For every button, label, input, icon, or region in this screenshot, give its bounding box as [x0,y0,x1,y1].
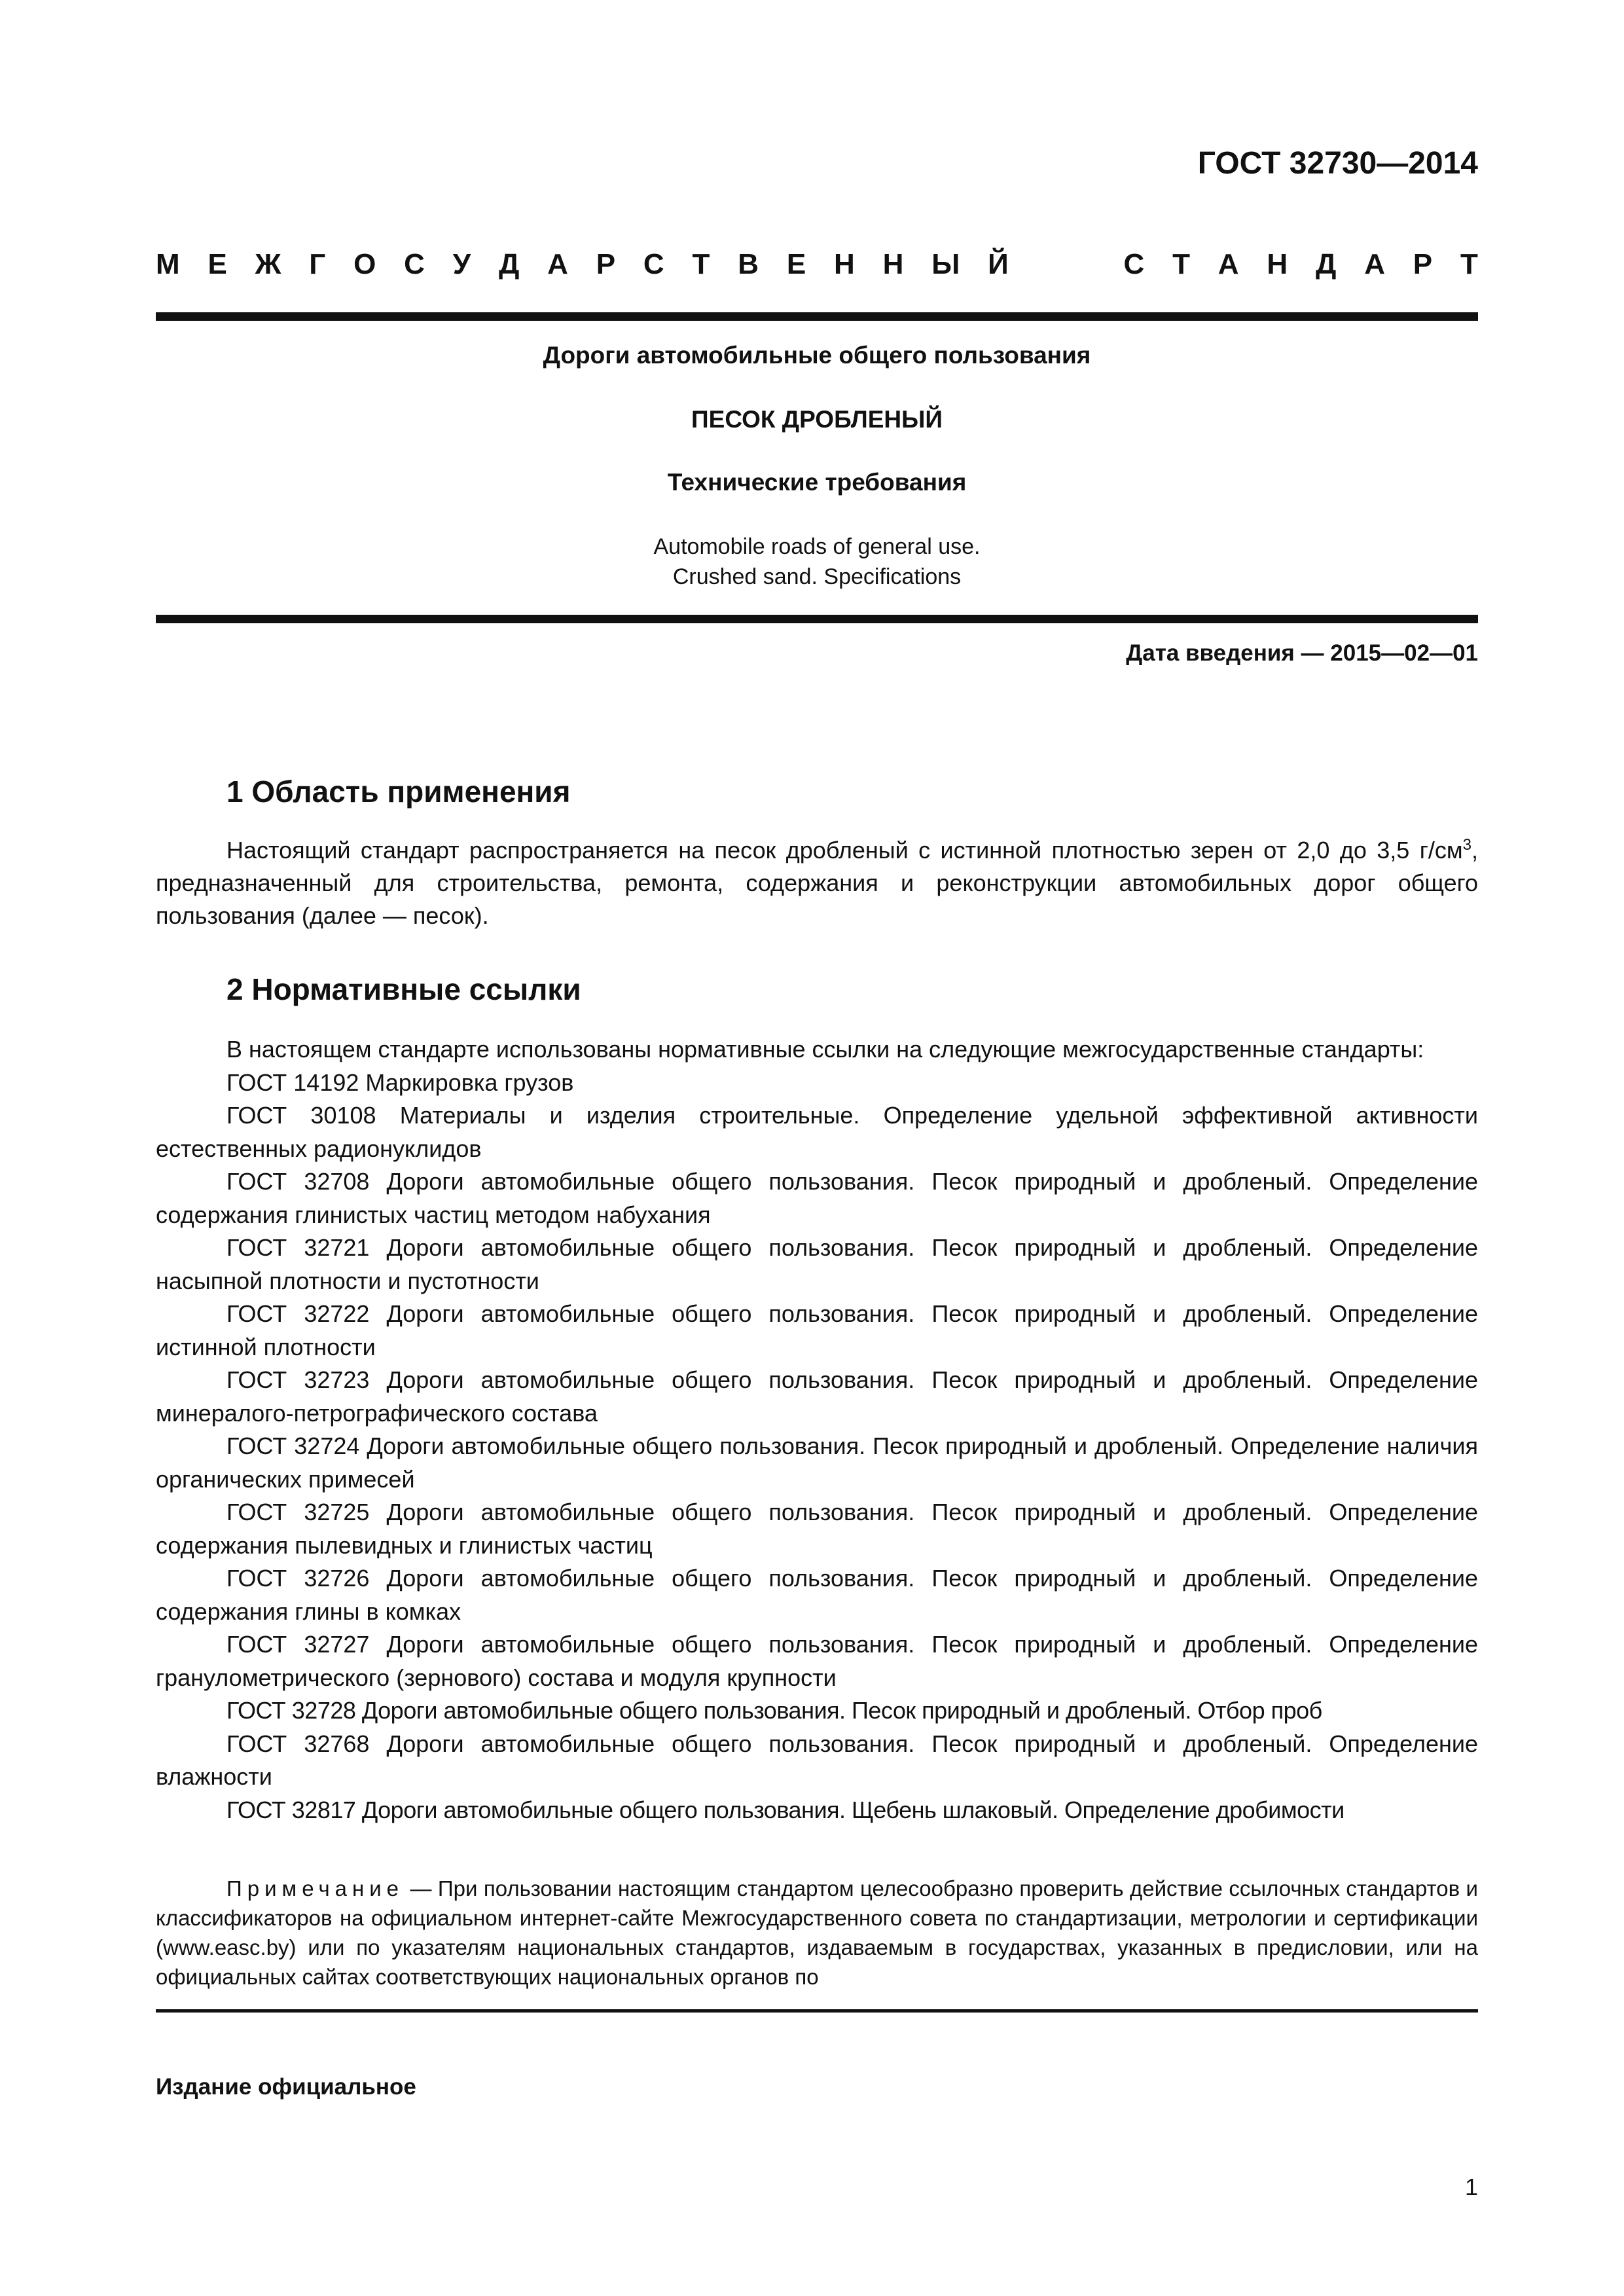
reference-item: ГОСТ 32722 Дороги автомобильные общего пользования. Песок природный и дробленый. Определение истинной плотности [156,1300,1478,1360]
english-title [156,532,1478,592]
title-line-3: Технические требования [667,469,967,496]
reference-item: ГОСТ 32728 Дороги автомобильные общего пользования. Песок природный и дробленый. Отбор проб [226,1697,1322,1724]
banner-letter: Ы [931,248,960,280]
reference-item: ГОСТ 32768 Дороги автомобильные общего пользования. Песок природный и дробленый. Определение влажности [156,1730,1478,1790]
section-1-text-start: Настоящий стандарт распространяется на песок дробленый с истинной плотностью зерен от 2,0 до 3,5 г/см [226,837,1463,864]
section-2-intro: В настоящем стандарте использованы нормативные ссылки на следующие межгосударственные стандарты: [226,1036,1424,1063]
banner-letter: М [156,248,180,280]
english-title-line-1: Automobile roads of general use. [653,534,981,559]
banner-letter: В [738,248,759,280]
title-divider [156,615,1478,623]
section-1-heading: 1 Область применения [226,774,571,809]
note-text: — При пользовании настоящим стандартом целесообразно проверить действие ссылочных стандартов и классификаторов на официальном интернет-сайте Межгосударственного совета по стандартизации, метрологии и сертификации (www.easc.by) или по указателям национальных стандартов, издаваемым в государствах, указанных в предисловии, или на официальных сайтах соответствующих национальных органов по [156,1876,1478,1989]
reference-item: ГОСТ 32726 Дороги автомобильные общего пользования. Песок природный и дробленый. Определение содержания глины в комках [156,1565,1478,1625]
reference-item: ГОСТ 32817 Дороги автомобильные общего пользования. Щебень шлаковый. Определение дробимости [226,1796,1344,1823]
banner-letter: Ж [255,248,281,280]
banner-letter: Д [1316,248,1337,280]
banner-letter: Т [1172,248,1190,280]
banner-letter: О [353,248,376,280]
reference-item: ГОСТ 14192 Маркировка грузов [226,1068,574,1096]
note-paragraph [156,1874,1478,1992]
section-1-text-end: , предназначенный для строительства, ремонта, содержания и реконструкции автомобильных дорог общего пользования (далее — песок). [156,837,1478,929]
banner-letter: Е [208,248,227,280]
reference-item: ГОСТ 30108 Материалы и изделия строительные. Определение удельной эффективной активности естественных радионуклидов [156,1102,1478,1162]
top-divider [156,312,1478,321]
title-line-2: ПЕСОК ДРОБЛЕНЫЙ [691,406,943,433]
superscript-3: 3 [1462,836,1471,854]
reference-item: ГОСТ 32723 Дороги автомобильные общего пользования. Песок природный и дробленый. Определение минералого-петрографического состава [156,1366,1478,1427]
official-edition-label: Издание официальное [156,2074,416,2100]
banner-letter: Й [988,248,1009,280]
banner-letter: Е [786,248,806,280]
banner-letter: С [404,248,425,280]
banner-letter: А [1218,248,1239,280]
banner-letter: А [1364,248,1385,280]
introduction-date: Дата введения — 2015—02—01 [1126,640,1478,666]
banner-letter: Р [1413,248,1433,280]
banner-letter: Г [309,248,326,280]
banner-letter: Д [498,248,520,280]
standard-code: ГОСТ 32730—2014 [1197,146,1478,181]
banner-letter: Т [692,248,710,280]
references-list [156,1033,1478,1827]
banner-letter: Н [882,248,904,280]
title-line-1: Дороги автомобильные общего пользования [543,342,1091,369]
section-1-paragraph [156,834,1478,932]
english-title-line-2: Crushed sand. Specifications [672,564,962,589]
banner-letter: С [643,248,664,280]
reference-item: ГОСТ 32708 Дороги автомобильные общего пользования. Песок природный и дробленый. Определение содержания глинистых частиц методом набухания [156,1168,1478,1228]
reference-item: ГОСТ 32724 Дороги автомобильные общего пользования. Песок природный и дробленый. Определение наличия органических примесей [156,1432,1478,1493]
banner-letter: А [547,248,568,280]
page-number: 1 [1464,2174,1478,2200]
banner-letter: С [1123,248,1145,280]
note-label: Примечание [226,1876,405,1901]
interstate-standard-banner [156,245,1478,284]
banner-letter: Т [1460,248,1478,280]
banner-letter: Н [1267,248,1288,280]
reference-item: ГОСТ 32721 Дороги автомобильные общего пользования. Песок природный и дробленый. Определение насыпной плотности и пустотности [156,1234,1478,1294]
reference-item: ГОСТ 32727 Дороги автомобильные общего пользования. Песок природный и дробленый. Определение гранулометрического (зернового) состава и модуля крупности [156,1631,1478,1691]
banner-letter: У [452,248,471,280]
footer-divider [156,2009,1478,2013]
reference-item: ГОСТ 32725 Дороги автомобильные общего пользования. Песок природный и дробленый. Определение содержания пылевидных и глинистых частиц [156,1499,1478,1559]
banner-letter: Р [596,248,616,280]
section-2-heading: 2 Нормативные ссылки [226,972,581,1006]
banner-letter: Н [834,248,855,280]
